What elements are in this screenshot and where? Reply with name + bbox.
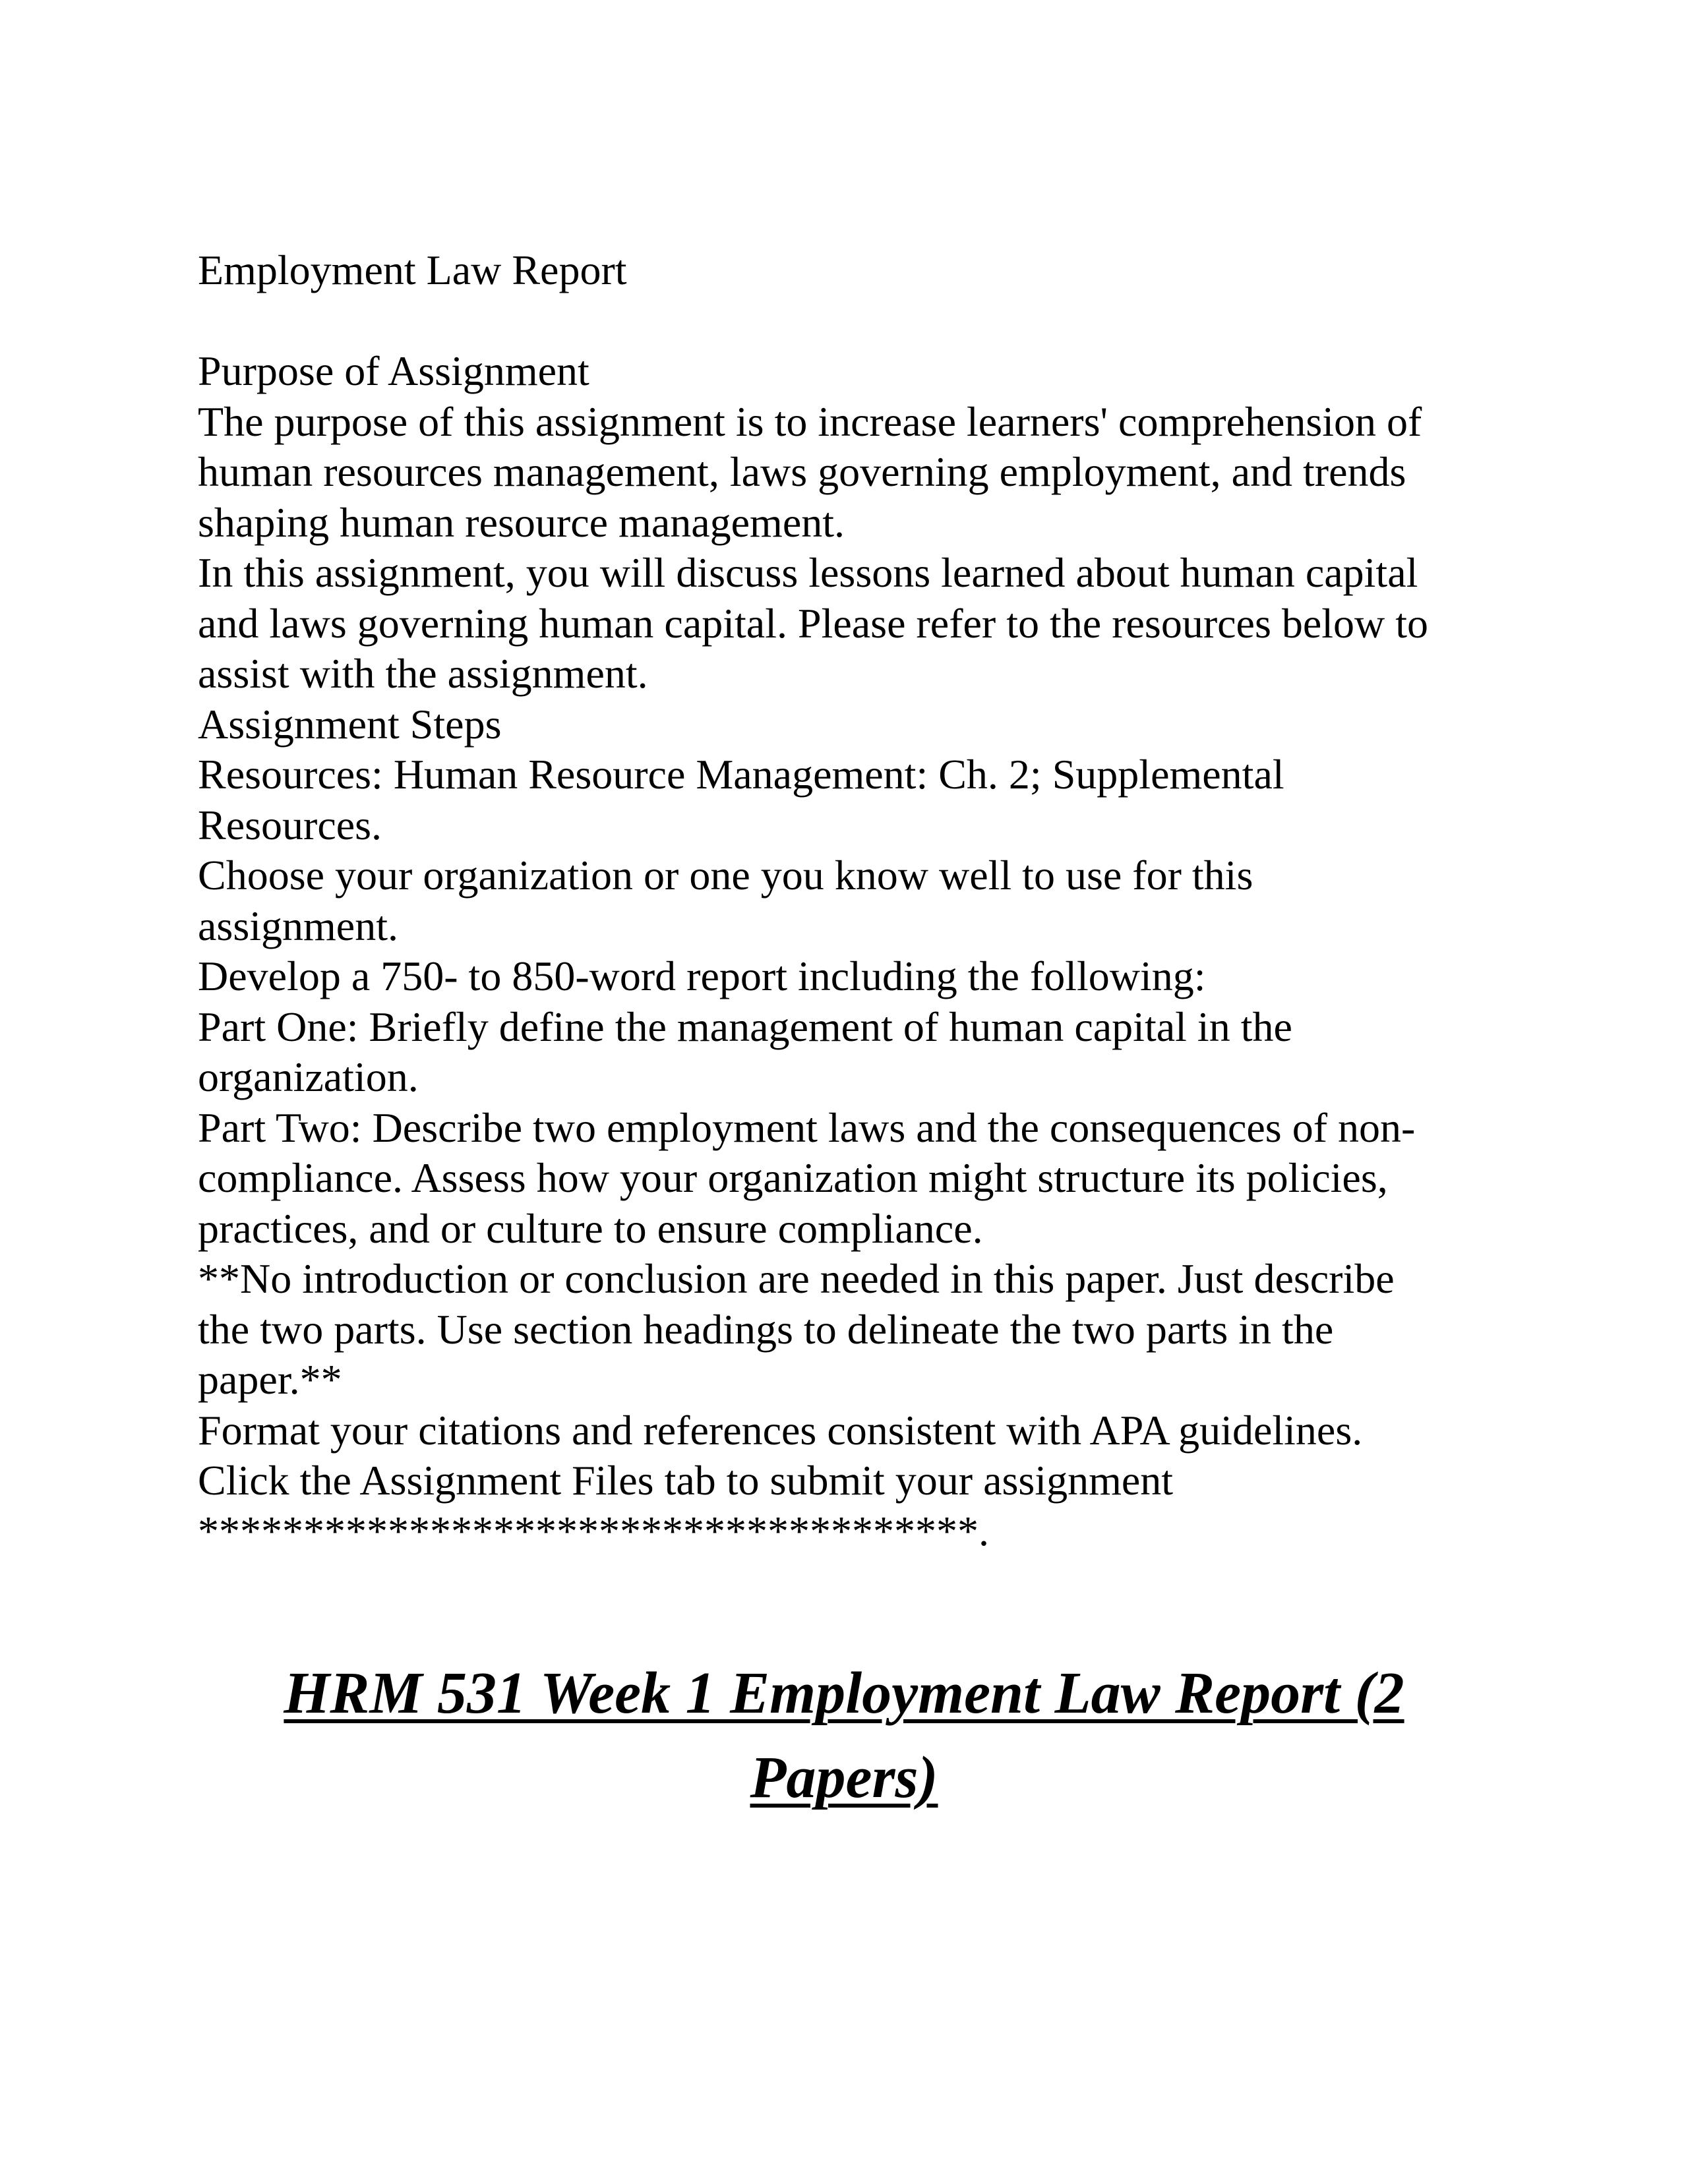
body-line: compliance. Assess how your organization might structure its policies, [198, 1154, 1388, 1201]
body-line: human resources management, laws governing employment, and trends [198, 448, 1406, 495]
blank-line [198, 296, 1530, 347]
body-line: organization. [198, 1053, 419, 1100]
footer-title-line: Papers) [750, 1745, 938, 1810]
document-heading: Employment Law Report [198, 247, 627, 293]
body-line: Resources: Human Resource Management: Ch. 2; Supplemental [198, 751, 1284, 798]
body-line: and laws governing human capital. Please refer to the resources below to [198, 599, 1429, 647]
body-line: The purpose of this assignment is to increase learners' comprehension of [198, 398, 1422, 445]
body-line: Format your citations and references consistent with APA guidelines. [198, 1406, 1363, 1454]
body-line: practices, and or culture to ensure compliance. [198, 1204, 983, 1252]
body-line: Part One: Briefly define the management of human capital in the [198, 1003, 1292, 1050]
body-line: the two parts. Use section headings to delineate the two parts in the [198, 1305, 1334, 1353]
body-line: In this assignment, you will discuss lessons learned about human capital [198, 549, 1418, 596]
body-line: *************************************. [198, 1507, 989, 1554]
body-line: Purpose of Assignment [198, 347, 589, 394]
body-line: Develop a 750- to 850-word report including the following: [198, 953, 1206, 999]
body-line: Resources. [198, 801, 382, 848]
body-line: Part Two: Describe two employment laws and the consequences of non- [198, 1104, 1416, 1151]
body-line: shaping human resource management. [198, 498, 845, 546]
body-line: **No introduction or conclusion are needed in this paper. Just describe [198, 1255, 1395, 1302]
body-line: assignment. [198, 902, 398, 949]
body-line: Click the Assignment Files tab to submit your assignment [198, 1457, 1174, 1504]
body-line: Assignment Steps [198, 700, 502, 748]
body-line: assist with the assignment. [198, 650, 648, 697]
body-line: Choose your organization or one you know well to use for this [198, 852, 1253, 899]
footer-title-line: HRM 531 Week 1 Employment Law Report (2 [284, 1661, 1404, 1726]
body-line: paper.** [198, 1356, 342, 1403]
document-body [198, 245, 1530, 1556]
footer-title [185, 1651, 1503, 1820]
